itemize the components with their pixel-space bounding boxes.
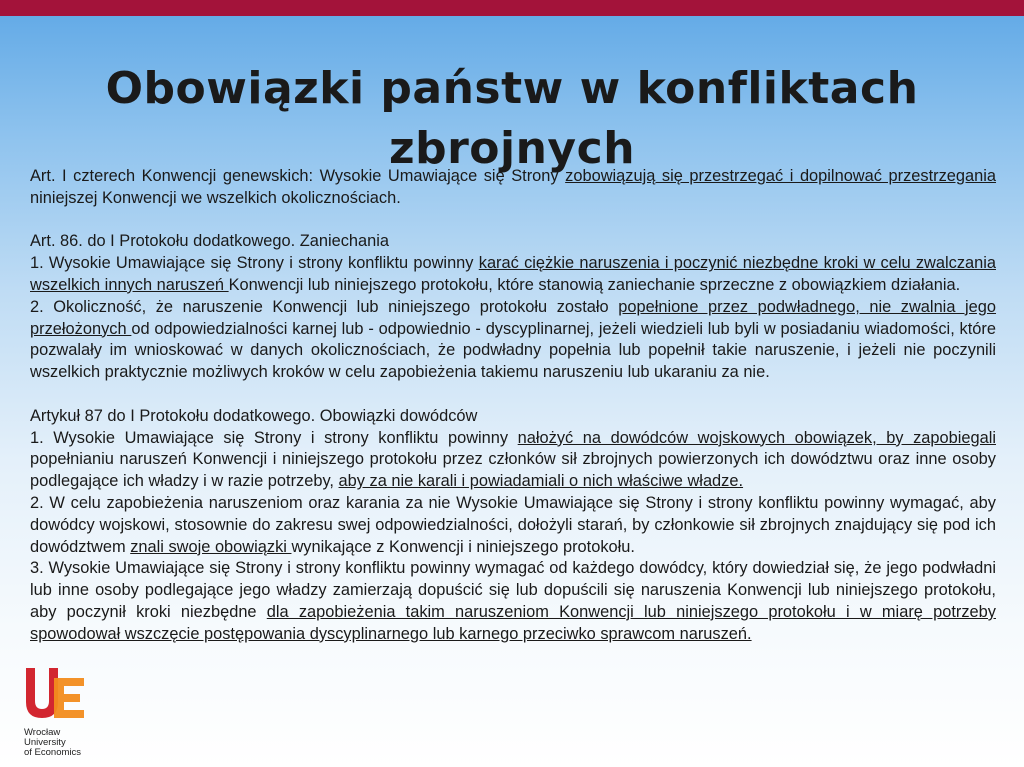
university-logo	[22, 664, 102, 764]
logo-line: of Economics	[24, 747, 82, 758]
paragraph-art86-2	[30, 297, 996, 384]
underlined-text: popełnione przez podwładnego, nie zwalnia jego przełożonych	[30, 297, 997, 338]
paragraph-art86-1	[30, 253, 996, 297]
logo-line: Wrocław	[24, 727, 61, 738]
text-run: wynikające z Konwencji i niniejszego protokołu.	[291, 537, 635, 556]
logo-caption	[24, 728, 81, 758]
heading-art86: Art. 86. do I Protokołu dodatkowego. Zaniechania	[30, 232, 390, 251]
heading-art87: Artykuł 87 do I Protokołu dodatkowego. Obowiązki dowódców	[30, 406, 478, 425]
paragraph-art87-3	[30, 558, 996, 645]
slide-title: Obowiązki państw w konfliktach zbrojnych	[105, 63, 919, 175]
paragraph-art87-2	[30, 493, 996, 558]
ue-logo-mark	[22, 664, 92, 726]
text-run: 2. Okoliczność, że naruszenie Konwencji lub niniejszego protokołu zostało	[30, 297, 619, 316]
text-run: niniejszej Konwencji we wszelkich okolicznościach.	[30, 188, 401, 207]
paragraph-art1	[30, 166, 996, 210]
top-accent-bar	[0, 0, 1024, 16]
paragraph-art87-1	[30, 428, 996, 493]
slide-body	[30, 166, 996, 646]
text-run: popełnianiu naruszeń Konwencji i niniejszego protokołu przez członków sił zbrojnych powierzonych ich dowództwu oraz inne osoby podlegające ich władzy i w razie potrzeby,	[30, 450, 996, 491]
underlined-text: aby za nie karali i powiadamiali o nich właściwe władze.	[338, 472, 744, 491]
text-run: 3. Wysokie Umawiające się Strony i strony konfliktu powinny wymagać od każdego dowódcy, który dowiedział się, że jego podwładni lub inne osoby podlegające jego władzy zamierzają dopuścić się lub dopuścili się naruszenia Konwencji lub niniejszego protokołu, aby poczynił kroki niezbędne	[30, 559, 996, 621]
text-run: Konwencji lub niniejszego protokołu, które stanowią zaniechanie sprzeczne z obowiązkiem działania.	[228, 275, 961, 294]
underlined-text: zobowiązują się przestrzegać i dopilnować przestrzegania	[565, 167, 997, 185]
spacer	[30, 210, 996, 232]
underlined-text: nałożyć na dowódców wojskowych obowiązek, by zapobiegali	[517, 428, 996, 447]
text-run: Art. I czterech Konwencji genewskich: Wysokie Umawiające się Strony	[30, 167, 566, 185]
underlined-text: dla zapobieżenia takim naruszeniom Konwencji lub niniejszego protokołu i w miarę potrzeby spowodował wszczęcie postępowania dyscyplinarnego lub karnego przeciwko sprawcom naruszeń.	[30, 602, 996, 643]
underlined-text: karać ciężkie naruszenia i poczynić niezbędne kroki w celu zwalczania wszelkich innych naruszeń	[30, 254, 997, 294]
underlined-text: znali swoje obowiązki	[130, 537, 292, 556]
text-run: 1. Wysokie Umawiające się Strony i strony konfliktu powinny	[30, 428, 518, 447]
text-run: 1. Wysokie Umawiające się Strony i strony konfliktu powinny	[30, 254, 479, 273]
text-run: 2. W celu zapobieżenia naruszeniom oraz karania za nie Wysokie Umawiające się Strony i strony konfliktu powinny wymagać, aby dowódcy wojskowi, stosownie do zakresu swej odpowiedzialności, dołożyli starań, by członkowie sił zbrojnych znajdujący się pod ich dowództwem	[30, 493, 996, 556]
spacer	[30, 384, 996, 406]
text-run: od odpowiedzialności karnej lub - odpowiednio - dyscyplinarnej, jeżeli wiedzieli lub byli w posiadaniu wiadomości, które pozwalały im wnioskować w danych okolicznościach, że podwładny popełnia lub popełnił takie naruszenie, i jeżeli nie poczynili wszelkich praktycznie możliwych kroków w celu zapobieżenia takiemu naruszeniu lub ukaraniu za nie.	[30, 319, 996, 382]
logo-line: University	[24, 737, 66, 748]
